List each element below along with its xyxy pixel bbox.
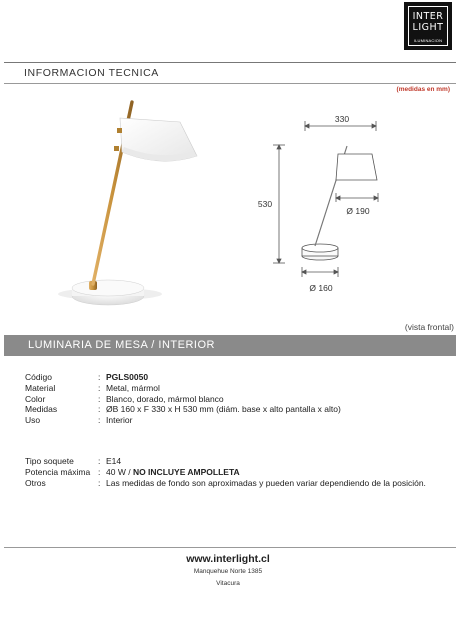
spec-value: E14 xyxy=(106,456,122,466)
units-note: (medidas en mm) xyxy=(396,86,450,93)
spec-label: Material xyxy=(25,382,56,393)
spec-label: Uso xyxy=(25,415,41,426)
logo-text-line3: ILUMINACION xyxy=(413,38,443,43)
spec-value-part: 40 W / xyxy=(106,466,133,477)
logo-frame xyxy=(408,6,448,46)
spec-value: Las medidas de fondo son aproximadas y pueden variar dependiendo de la posición. xyxy=(106,477,426,488)
header-divider xyxy=(4,62,456,63)
technical-drawing xyxy=(273,121,378,277)
logo-text-line1: INTER xyxy=(412,11,444,22)
spec-label: Medidas xyxy=(25,404,58,415)
brand-logo xyxy=(404,2,452,50)
logo-text-line2: LIGHT xyxy=(412,22,444,33)
category-band xyxy=(4,335,456,356)
city: Vitacura xyxy=(216,580,240,587)
spec-label: Potencia máxima xyxy=(25,466,91,477)
address: Manquehue Norte 1385 xyxy=(193,568,263,575)
section-title: INFORMACION TECNICA xyxy=(24,67,159,79)
footer-divider xyxy=(4,547,456,548)
shade-diameter-label: Ø 190 xyxy=(346,206,370,216)
spec-value: Metal, mármol xyxy=(106,382,160,393)
spec-label: Otros xyxy=(25,477,46,488)
spec-value: ØB 160 x F 330 x H 530 mm (diám. base x alto pantalla x alto) xyxy=(106,404,341,415)
website-link[interactable]: www.interlight.cl xyxy=(186,553,270,565)
spec-label: Color xyxy=(25,393,46,404)
spec-label: Tipo soquete xyxy=(25,456,74,466)
spec-label: Código xyxy=(25,372,52,382)
spec-value-emphasis: NO INCLUYE AMPOLLETA xyxy=(132,466,240,477)
spec-value: PGLS0050 xyxy=(106,372,149,382)
product-illustration xyxy=(0,90,456,320)
spec-value: Blanco, dorado, mármol blanco xyxy=(106,393,224,404)
view-label: (vista frontal) xyxy=(404,322,454,332)
spec-value: Interior xyxy=(106,415,133,426)
header-divider-bottom xyxy=(4,83,456,84)
height-label: 530 xyxy=(257,199,273,209)
width-label: 330 xyxy=(334,114,350,124)
category-title: LUMINARIA DE MESA / INTERIOR xyxy=(28,339,215,351)
lamp-photo xyxy=(58,102,197,305)
base-diameter-label: Ø 160 xyxy=(309,283,333,293)
spec-value xyxy=(106,467,240,478)
